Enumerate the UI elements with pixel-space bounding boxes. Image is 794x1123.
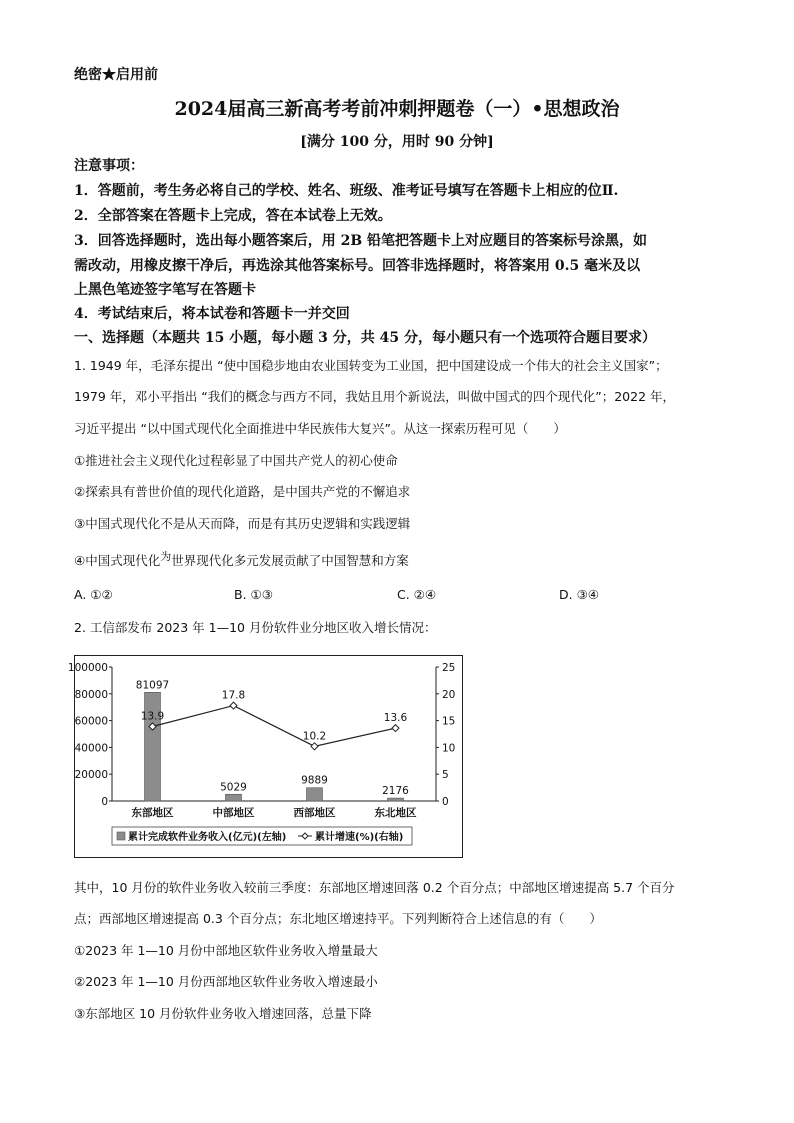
left-tick-label: 80000 (74, 688, 108, 701)
exam-info: [满分 100 分，用时 90 分钟] (300, 134, 494, 150)
note-item-4: 4．考试结束后，将本试卷和答题卡一并交回 (74, 306, 350, 322)
chart-svg (67, 655, 463, 858)
bar (145, 692, 161, 801)
q1-stem-line-2: 1979 年，邓小平指出 “我们的概念与西方不同，我姑且用个新说法，叫做中国式的四个现代化”；2022 年， (74, 389, 675, 404)
growth-value-label: 13.9 (140, 710, 165, 723)
right-tick-label: 0 (442, 796, 449, 808)
q2-statement-2: ②2023 年 1—10 月份西部地区软件业务收入增速最小 (74, 974, 378, 989)
category-label: 东部地区 (131, 807, 174, 819)
note-item-2: 2．全部答案在答题卡上完成，答在本试卷上无效。 (74, 208, 392, 224)
left-tick-label: 100000 (67, 662, 108, 674)
note-item-3-line-2: 需改动，用橡皮擦干净后，再选涂其他答案标号。回答非选择题时，将答案用 0.5 毫米及以 (74, 258, 641, 274)
q1-option-a: A. ①② (74, 587, 113, 602)
page-title: 2024届高三新高考考前冲刺押题卷（一）•思想政治 (174, 98, 620, 120)
confidential-mark: 绝密★启用前 (74, 67, 158, 83)
left-tick-label: 20000 (74, 769, 108, 782)
q2-statement-3: ③东部地区 10 月份软件业务收入增速回落，总量下降 (74, 1006, 372, 1021)
bar-value-label: 5029 (220, 781, 247, 794)
q2-statement-1: ①2023 年 1—10 月份中部地区软件业务收入增量最大 (74, 943, 378, 958)
right-tick-label: 15 (442, 715, 456, 728)
q1-s4-part-a: ④中国式现代化 (74, 553, 161, 568)
note-item-3-line-3: 上黑色笔迹签字笔写在答题卡 (74, 282, 256, 298)
bar (388, 798, 404, 801)
q2-intro: 2. 工信部发布 2023 年 1—10 月份软件业分地区收入增长情况： (74, 620, 437, 635)
right-tick-label: 10 (442, 742, 456, 755)
note-item-3-line-1: 3．回答选择题时，选出每小题答案后，用 2B 铅笔把答题卡上对应题目的答案标号涂黑，如 (74, 233, 648, 249)
left-tick-label: 60000 (74, 715, 108, 728)
section-heading: 一、选择题（本题共 15 小题，每小题 3 分，共 45 分，每小题只有一个选项符合题目要求） (74, 330, 656, 346)
q1-s4-superscript: 为 (160, 550, 172, 563)
legend-bar-swatch (117, 832, 125, 840)
right-tick-label: 5 (442, 769, 449, 782)
q1-stem-line-3: 习近平提出 “以中国式现代化全面推进中华民族伟大复兴”。从这一探索历程可见（ ） (74, 421, 566, 436)
growth-value-label: 17.8 (221, 689, 246, 702)
q1-option-d: D. ③④ (559, 587, 599, 602)
note-item-1: 1．答题前，考生务必将自己的学校、姓名、班级、准考证号填写在答题卡上相应的位Ⅱ. (74, 183, 619, 199)
growth-value-label: 10.2 (302, 730, 327, 743)
notes-heading: 注意事项： (74, 158, 144, 174)
category-label: 东北地区 (374, 807, 417, 819)
bar-value-label: 81097 (135, 679, 170, 692)
q1-statement-2: ②探索具有普世价值的现代化道路，是中国共产党的不懈追求 (74, 484, 411, 499)
q2-paragraph-line-1: 其中，10 月份的软件业务收入较前三季度：东部地区增速回落 0.2 个百分点；中部地区增速提高 5.7 个百分 (74, 880, 675, 895)
growth-value-label: 13.6 (383, 712, 408, 725)
q1-statement-1: ①推进社会主义现代化过程彰显了中国共产党人的初心使命 (74, 453, 398, 468)
software-revenue-chart (67, 655, 463, 858)
q2-paragraph-line-2: 点；西部地区增速提高 0.3 个百分点；东北地区增速持平。下列判断符合上述信息的有（ ） (74, 911, 602, 926)
q1-s4-part-b: 世界现代化多元发展贡献了中国智慧和方案 (171, 553, 409, 568)
category-label: 西部地区 (293, 807, 336, 819)
category-label: 中部地区 (212, 807, 255, 819)
left-tick-label: 40000 (74, 742, 108, 755)
q1-option-c: C. ②④ (397, 587, 437, 602)
bar (307, 788, 323, 801)
q1-stem-line-1: 1. 1949 年，毛泽东提出 “使中国稳步地由农业国转变为工业国，把中国建设成一个伟大的社会主义国家”； (74, 358, 668, 373)
q1-statement-4 (74, 551, 409, 569)
right-tick-label: 20 (442, 688, 456, 701)
left-tick-label: 0 (101, 796, 108, 808)
q1-option-b: B. ①③ (234, 587, 273, 602)
q1-statement-3: ③中国式现代化不是从天而降，而是有其历史逻辑和实践逻辑 (74, 516, 411, 531)
bar-value-label: 2176 (382, 785, 409, 798)
right-tick-label: 25 (442, 662, 456, 674)
legend-bar-label: 累计完成软件业务收入(亿元)(左轴) (128, 832, 287, 843)
bar (226, 794, 242, 801)
legend-line-label: 累计增速(%)(右轴) (315, 832, 404, 843)
bar-value-label: 9889 (301, 774, 328, 787)
